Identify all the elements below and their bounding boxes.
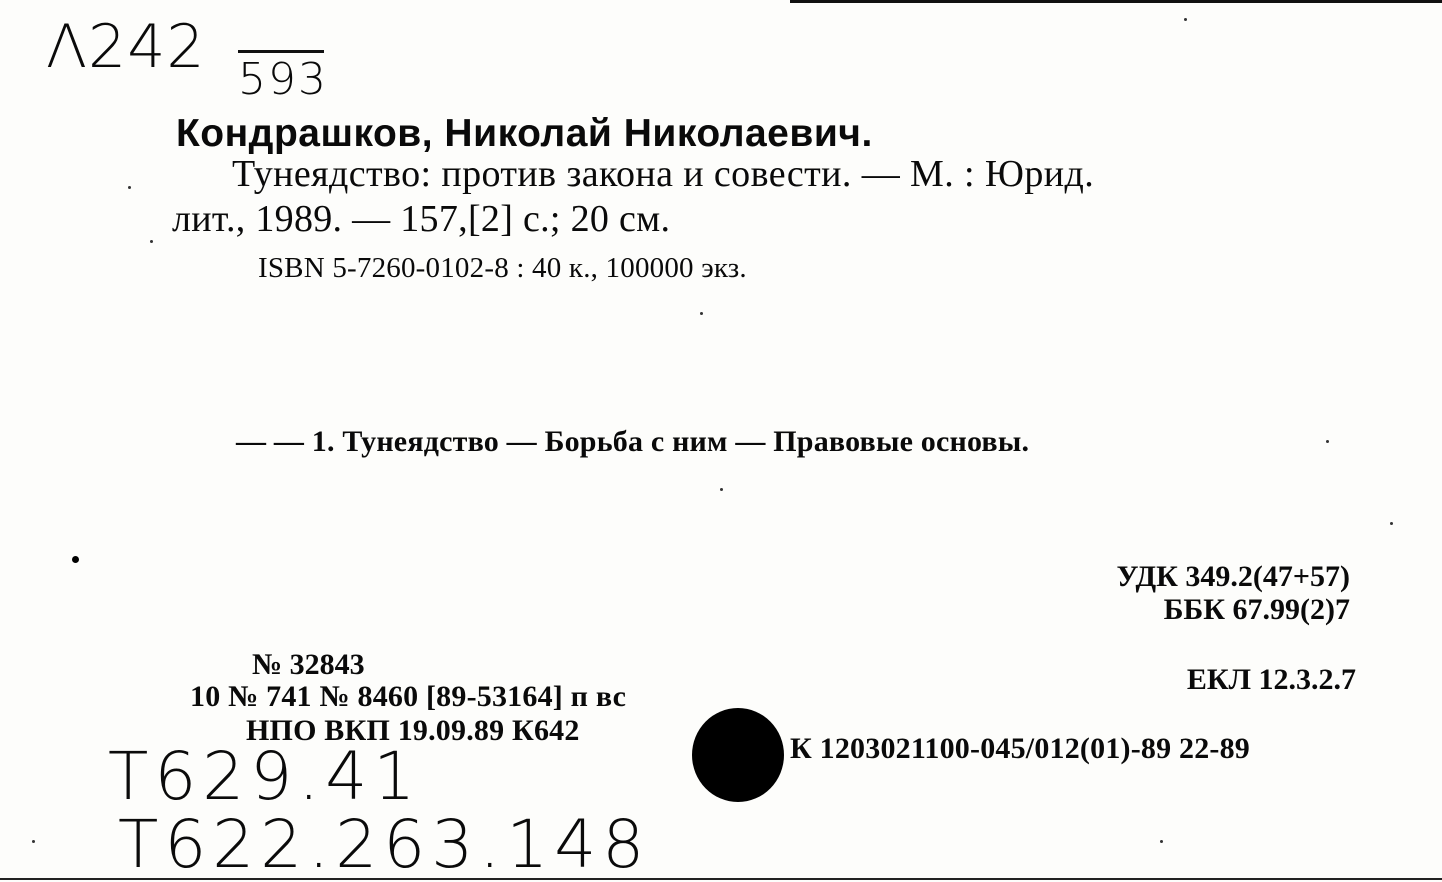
ink-speck — [1390, 522, 1393, 525]
ekl-code: ЕКЛ 12.3.2.7 — [1186, 663, 1356, 696]
ink-speck — [1160, 840, 1163, 843]
title-statement: Тунеядство: против закона и совести. — М. : Юрид. — [232, 153, 1095, 195]
ink-speck — [1184, 18, 1187, 21]
ink-speck — [720, 488, 723, 491]
printer-line: НПО ВКП 19.09.89 К642 — [246, 714, 580, 747]
handwritten-shelf-mark-1: T629.41 — [108, 738, 422, 815]
bbk-code: ББК 67.99(2)7 — [1163, 593, 1350, 626]
ink-speck — [128, 186, 131, 189]
isbn-statement: ISBN 5-7260-0102-8 : 40 к., 100000 экз. — [258, 252, 747, 284]
handwritten-call-number-sub: 593 — [238, 54, 328, 105]
ink-speck — [72, 556, 79, 563]
handwritten-call-number: Λ242 — [46, 12, 206, 82]
udk-code: УДК 349.2(47+57) — [1116, 560, 1350, 593]
card-top-edge — [790, 0, 1442, 3]
imprint-statement: лит., 1989. — 157,[2] с.; 20 см. — [172, 198, 671, 240]
ink-speck — [150, 240, 153, 243]
ink-speck — [1326, 440, 1329, 443]
subject-tracing: — — 1. Тунеядство — Борьба с ним — Правовые основы. — [236, 425, 1030, 458]
ink-speck — [32, 840, 35, 843]
k-classification-code: К 1203021100-045/012(01)-89 22-89 — [790, 732, 1250, 765]
ink-speck — [700, 312, 703, 315]
handwritten-shelf-mark-2: T622.263.148 — [118, 806, 651, 882]
punch-hole — [692, 708, 784, 802]
print-order-line: 10 № 741 № 8460 [89-53164] п вс — [190, 680, 627, 713]
author-heading: Кондрашков, Николай Николаевич. — [176, 112, 873, 155]
order-number: № 32843 — [252, 648, 365, 681]
